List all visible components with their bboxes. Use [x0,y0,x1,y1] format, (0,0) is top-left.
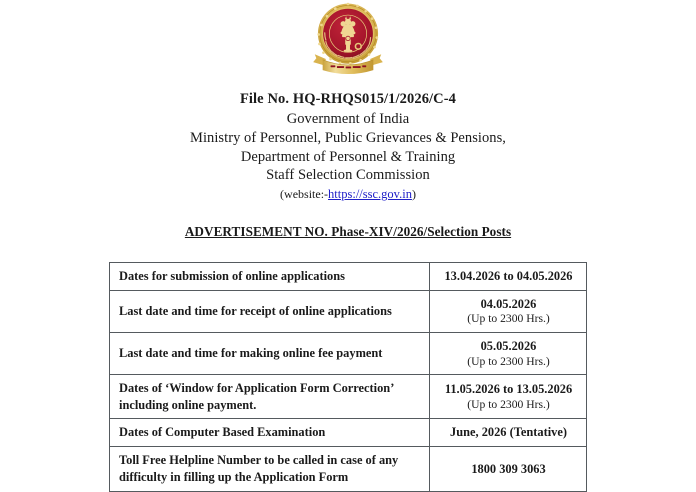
schedule-table-container [109,262,587,492]
org-line-department: Department of Personnel & Training [240,148,456,165]
schedule-table [109,262,587,492]
schedule-row-value [430,447,587,491]
ssc-website-link[interactable]: https://ssc.gov.in [328,187,412,202]
org-line-commission: Staff Selection Commission [266,167,430,184]
schedule-table-body [110,262,587,491]
table-row [110,419,587,447]
org-line-ministry: Ministry of Personnel, Public Grievances & Pensions, [190,129,506,146]
schedule-row-value-main: June, 2026 (Tentative) [450,425,567,440]
file-number: File No. HQ-RHQS015/1/2026/C-4 [239,91,457,107]
schedule-row-label: Toll Free Helpline Number to be called in case of any difficulty in filling up the Application Form [110,447,430,491]
schedule-row-label: Dates for submission of online applications [110,262,430,290]
website-prefix: (website:- [280,187,329,202]
schedule-row-label: Dates of Computer Based Examination [110,419,430,447]
schedule-row-value-main: 11.05.2026 to 13.05.2026 [444,382,573,397]
schedule-row-value [430,374,587,418]
schedule-row-value-main: 13.04.2026 to 04.05.2026 [444,268,573,283]
schedule-row-value-note: (Up to 2300 Hrs.) [467,354,550,368]
org-line-government: Government of India [286,110,410,127]
schedule-row-value [430,332,587,374]
website-suffix: ) [411,187,416,202]
emblem-container [0,0,696,80]
schedule-row-value [430,290,587,332]
schedule-row-label: Last date and time for receipt of online applications [110,290,430,332]
table-row [110,290,587,332]
schedule-row-value [430,419,587,447]
ssc-emblem-graphic [308,2,388,78]
schedule-row-value-main: 1800 309 3063 [471,461,546,476]
document-header [0,90,696,203]
website-line [0,186,696,203]
table-row [110,374,587,418]
schedule-row-value-main: 05.05.2026 [480,338,537,353]
schedule-row-label: Last date and time for making online fee payment [110,332,430,374]
table-row [110,447,587,491]
ssc-emblem [308,2,388,78]
table-row [110,262,587,290]
schedule-row-value-note: (Up to 2300 Hrs.) [467,312,550,326]
schedule-row-value [430,262,587,290]
table-row [110,332,587,374]
schedule-row-label: Dates of ‘Window for Application Form Correction’ including online payment. [110,374,430,418]
advertisement-title: ADVERTISEMENT NO. Phase-XIV/2026/Selection Posts [184,223,512,239]
schedule-row-value-note: (Up to 2300 Hrs.) [467,397,550,411]
schedule-row-value-main: 04.05.2026 [480,296,537,311]
